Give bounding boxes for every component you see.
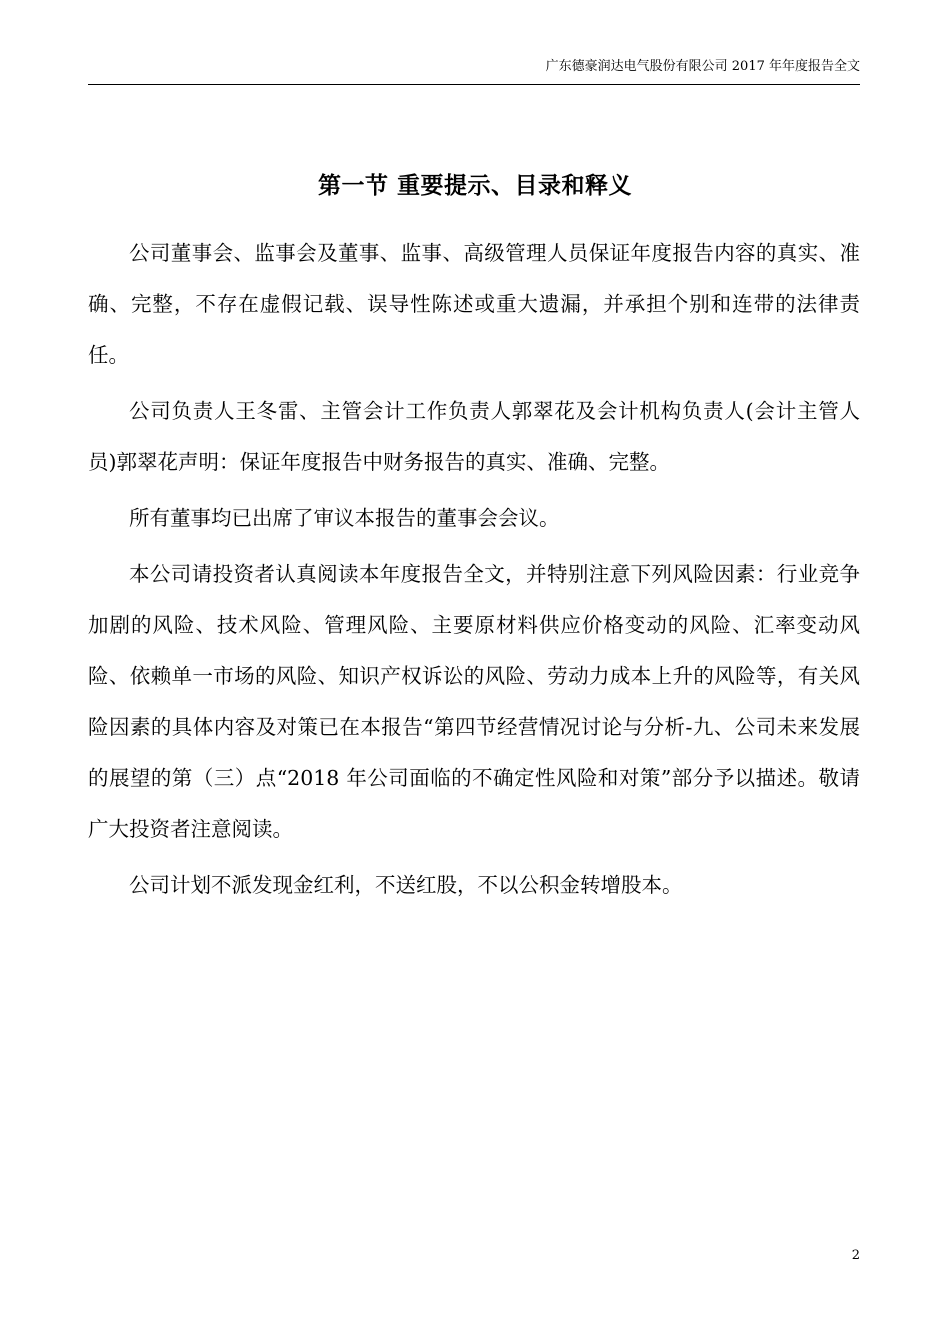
running-header: 广东德豪润达电气股份有限公司 2017 年年度报告全文	[545, 59, 860, 74]
paragraph-board-attendance: 所有董事均已出席了审议本报告的董事会会议。	[129, 506, 560, 530]
body-text	[88, 228, 860, 916]
page-number: 2	[851, 1248, 860, 1263]
paragraph-risk-factors: 本公司请投资者认真阅读本年度报告全文，并特别注意下列风险因素：行业竞争加剧的风险、技术风险、管理风险、主要原材料供应价格变动的风险、汇率变动风险、依赖单一市场的风险、知识产权诉讼的风险、劳动力成本上升的风险等，有关风险因素的具体内容及对策已在本报告“第四节经营情况讨论与分析-九、公司未来发展的展望的第（三）点“2018 年公司面临的不确定性风险和对策”部分予以描述。敬请广大投资者注意阅读。	[88, 562, 860, 841]
paragraph-dividend-plan: 公司计划不派发现金红利，不送红股，不以公积金转增股本。	[129, 873, 683, 897]
paragraph-financial-declaration: 公司负责人王冬雷、主管会计工作负责人郭翠花及会计机构负责人(会计主管人员)郭翠花声明：保证年度报告中财务报告的真实、准确、完整。	[88, 399, 860, 474]
paragraph-responsibility-statement: 公司董事会、监事会及董事、监事、高级管理人员保证年度报告内容的真实、准确、完整，不存在虚假记载、误导性陈述或重大遗漏，并承担个别和连带的法律责任。	[88, 241, 860, 367]
header-rule	[88, 84, 860, 85]
section-title: 第一节 重要提示、目录和释义	[317, 172, 632, 200]
